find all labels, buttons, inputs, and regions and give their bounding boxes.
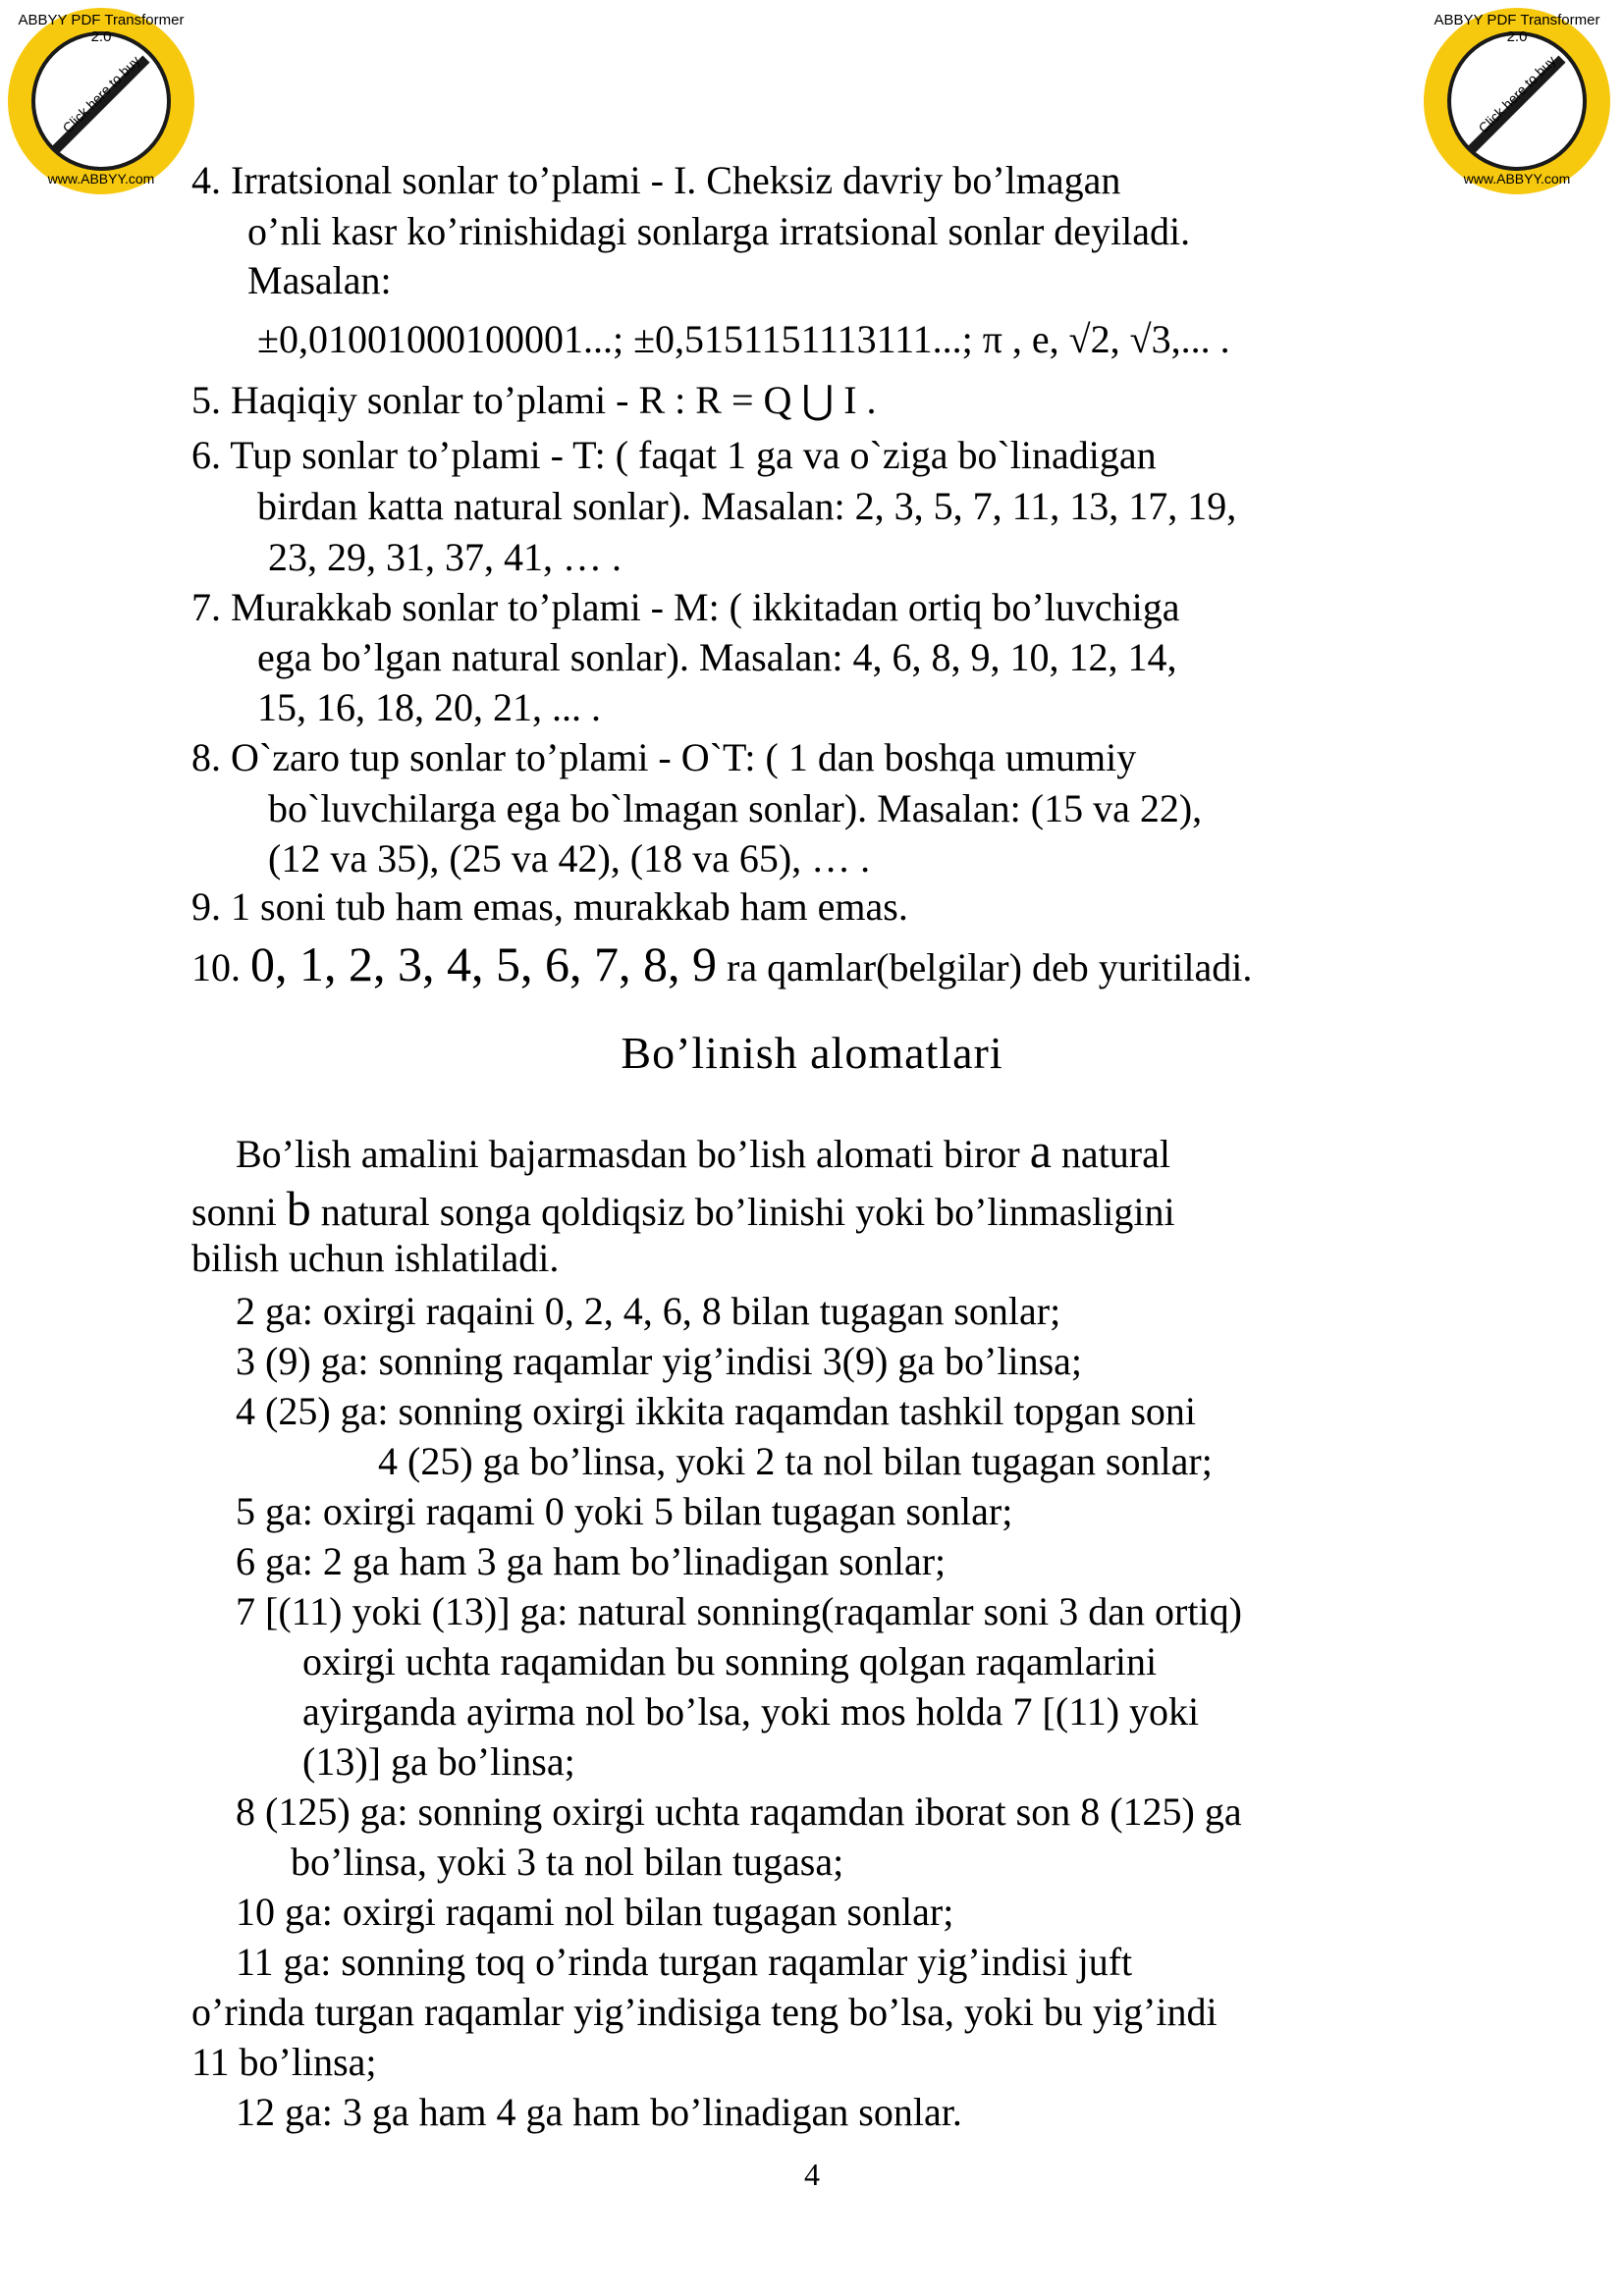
rule-line: 4 (25) ga: sonning oxirgi ikkita raqamdan tashkil topgan soni bbox=[236, 1389, 1197, 1433]
rule-line: o’rinda turgan raqamlar yig’indisiga teng bo’lsa, yoki bu yig’indi bbox=[191, 1990, 1218, 2034]
list-line: 8. O`zaro tup sonlar to’plami - O`T: ( 1 dan boshqa umumiy bbox=[191, 735, 1137, 779]
rule-line: (13)] ga bo’linsa; bbox=[302, 1739, 575, 1784]
list-line: 15, 16, 18, 20, 21, ... . bbox=[257, 685, 601, 729]
intro-text: Bo’lish amalini bajarmasdan bo’lish alomati biror bbox=[236, 1132, 1030, 1176]
rule-line: 6 ga: 2 ga ham 3 ga ham bo’linadigan sonlar; bbox=[236, 1539, 947, 1583]
list-line: 9. 1 soni tub ham emas, murakkab ham emas. bbox=[191, 884, 908, 929]
variable-a: a bbox=[1029, 1123, 1052, 1178]
rule-line: ayirganda ayirma nol bo’lsa, yoki mos holda 7 [(11) yoki bbox=[302, 1689, 1200, 1734]
badge-top-text: ABBYY PDF Transformer 2.0 bbox=[1434, 12, 1600, 45]
page-number: 4 bbox=[804, 2157, 820, 2192]
badge-middle-text: Click here to buy bbox=[1475, 52, 1559, 136]
list-line: 7. Murakkab sonlar to’plami - M: ( ikkitadan ortiq bo’luvchiga bbox=[191, 585, 1180, 629]
list-line: ±0,01001000100001...; ±0,5151151113111...; π , e, √2, √3,... . bbox=[257, 317, 1230, 361]
abbyy-badge-right[interactable] bbox=[1424, 8, 1610, 194]
intro-line bbox=[236, 1123, 1170, 1178]
intro-text: natural bbox=[1051, 1132, 1170, 1176]
list-line: Masalan: bbox=[247, 258, 392, 302]
list-line: 5. Haqiqiy sonlar to’plami - R : R = Q ⋃ I . bbox=[191, 378, 877, 422]
rule-line: 5 ga: oxirgi raqami 0 yoki 5 bilan tugagan sonlar; bbox=[236, 1489, 1013, 1533]
list-line-text: ra qamlar(belgilar) deb yuritiladi. bbox=[717, 945, 1253, 989]
rule-line: 3 (9) ga: sonning raqamlar yig’indisi 3(9) ga bo’linsa; bbox=[236, 1339, 1083, 1383]
list-line: (12 va 35), (25 va 42), (18 va 65), … . bbox=[268, 836, 871, 881]
intro-text: natural songa qoldiqsiz bo’linishi yoki bo’linmasligini bbox=[310, 1190, 1175, 1234]
list-line: birdan katta natural sonlar). Masalan: 2, 3, 5, 7, 11, 13, 17, 19, bbox=[257, 484, 1237, 528]
rule-line: 11 bo’linsa; bbox=[191, 2040, 377, 2084]
rule-line: 7 [(11) yoki (13)] ga: natural sonning(raqamlar soni 3 dan ortiq) bbox=[236, 1589, 1242, 1633]
abbyy-badge-left[interactable] bbox=[8, 8, 194, 194]
badge-bottom-text: www.ABBYY.com bbox=[47, 171, 155, 187]
section-heading: Bo’linish alomatlari bbox=[621, 1028, 1003, 1078]
list-line: 23, 29, 31, 37, 41, … . bbox=[268, 535, 622, 579]
rule-line: 11 ga: sonning toq o’rinda turgan raqamlar yig’indisi juft bbox=[236, 1940, 1133, 1984]
list-number: 10. bbox=[191, 945, 241, 989]
badge-bottom-text: www.ABBYY.com bbox=[1463, 171, 1571, 187]
list-line: 4. Irratsional sonlar to’plami - I. Cheksiz davriy bo’lmagan bbox=[191, 158, 1121, 202]
list-line: ega bo’lgan natural sonlar). Masalan: 4, 6, 8, 9, 10, 12, 14, bbox=[257, 635, 1177, 679]
badge-middle-text: Click here to buy bbox=[59, 52, 143, 136]
digits-sequence: 0, 1, 2, 3, 4, 5, 6, 7, 8, 9 bbox=[250, 936, 717, 991]
list-line: 6. Tup sonlar to’plami - T: ( faqat 1 ga va o`ziga bo`linadigan bbox=[191, 433, 1157, 477]
rule-line: 4 (25) ga bo’linsa, yoki 2 ta nol bilan tugagan sonlar; bbox=[378, 1439, 1213, 1483]
rule-line: 10 ga: oxirgi raqami nol bilan tugagan sonlar; bbox=[236, 1890, 954, 1934]
rule-line: 12 ga: 3 ga ham 4 ga ham bo’linadigan sonlar. bbox=[236, 2090, 962, 2134]
list-line: bo`luvchilarga ega bo`lmagan sonlar). Masalan: (15 va 22), bbox=[268, 786, 1203, 830]
rule-line: bo’linsa, yoki 3 ta nol bilan tugasa; bbox=[291, 1840, 844, 1884]
intro-line: bilish uchun ishlatiladi. bbox=[191, 1236, 560, 1280]
variable-b: b bbox=[286, 1181, 311, 1236]
intro-text: sonni bbox=[191, 1190, 287, 1234]
rule-line: oxirgi uchta raqamidan bu sonning qolgan raqamlarini bbox=[302, 1639, 1158, 1683]
list-line: o’nli kasr ko’rinishidagi sonlarga irratsional sonlar deyiladi. bbox=[247, 209, 1191, 253]
list-line-10 bbox=[191, 936, 1253, 991]
rule-line: 8 (125) ga: sonning oxirgi uchta raqamdan iborat son 8 (125) ga bbox=[236, 1789, 1242, 1834]
badge-top-text: ABBYY PDF Transformer 2.0 bbox=[18, 12, 185, 45]
intro-line bbox=[191, 1181, 1175, 1236]
rule-line: 2 ga: oxirgi raqaini 0, 2, 4, 6, 8 bilan tugagan sonlar; bbox=[236, 1289, 1061, 1333]
